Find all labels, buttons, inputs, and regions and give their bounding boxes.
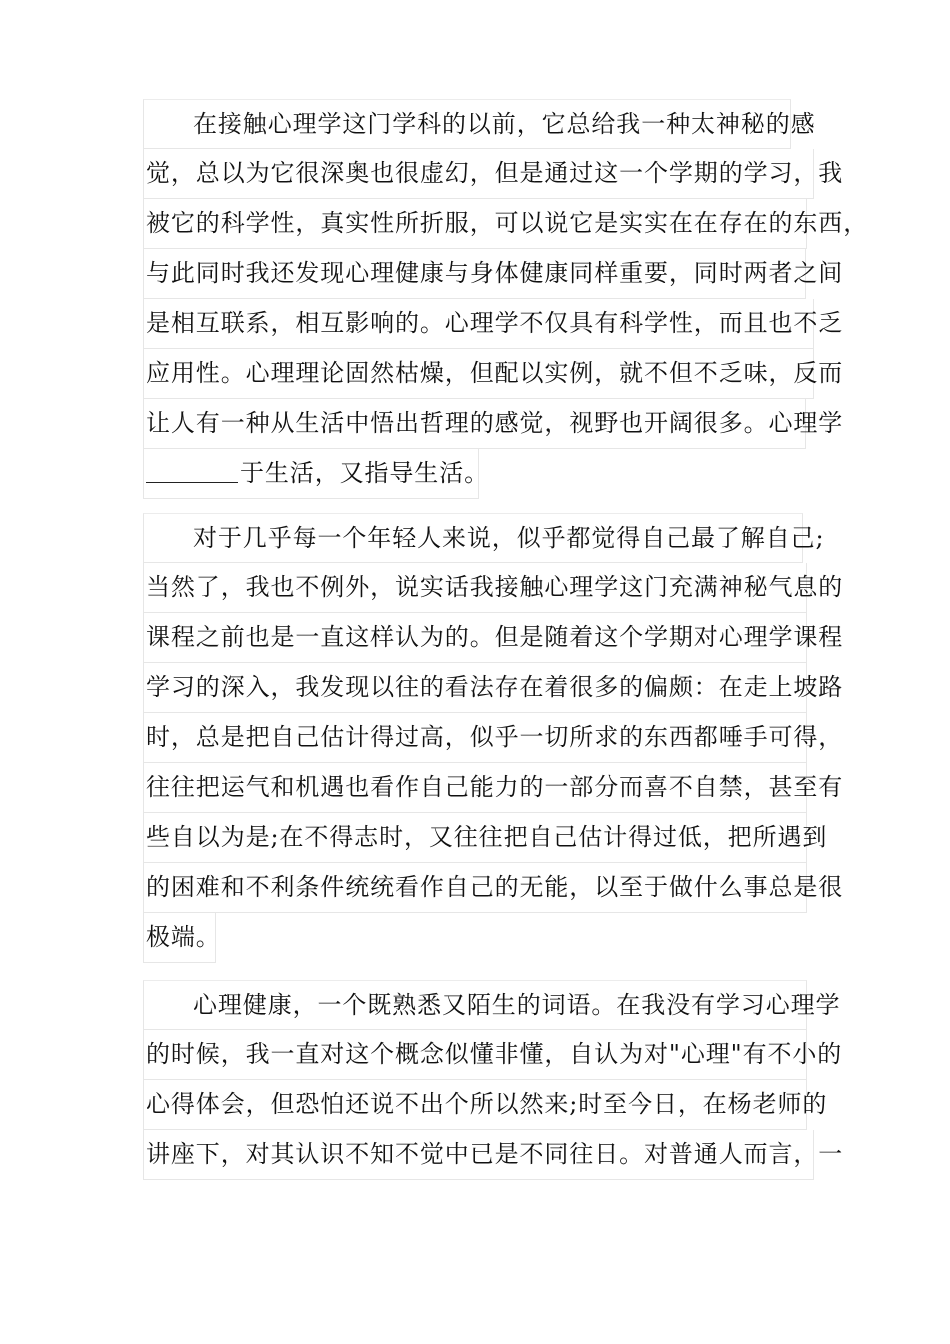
text-line: 的时候，我一直对这个概念似懂非懂，自认为对"心理"有不小的 [143,1030,807,1080]
text-line: 课程之前也是一直这样认为的。但是随着这个学期对心理学课程 [143,613,807,663]
text-line: 让人有一种从生活中悟出哲理的感觉，视野也开阔很多。心理学 [143,399,806,449]
text-line: 对于几乎每一个年轻人来说，似乎都觉得自己最了解自己; [143,513,803,563]
text-line: 些自以为是;在不得志时，又往往把自己估计得过低，把所遇到 [143,813,807,863]
text-line: 在接触心理学这门学科的以前，它总给我一种太神秘的感 [143,99,791,149]
text-line: 当然了，我也不例外，说实话我接触心理学这门充满神秘气息的 [143,563,807,613]
text-line: 心理健康，一个既熟悉又陌生的词语。在我没有学习心理学 [143,980,807,1030]
text-line: 极端。 [143,913,216,963]
text-line: 被它的科学性，真实性所折服，可以说它是实实在在存在的东西， [143,199,807,249]
fill-in-blank [146,458,238,483]
text-line: 学习的深入，我发现以往的看法存在着很多的偏颇：在走上坡路 [143,663,807,713]
text-line: 心得体会，但恐怕还说不出个所以然来;时至今日，在杨老师的 [143,1080,807,1130]
text-line: 往往把运气和机遇也看作自己能力的一部分而喜不自禁，甚至有 [143,763,807,813]
text-line: 讲座下，对其认识不知不觉中已是不同往日。对普通人而言，一 [143,1130,814,1180]
paragraph-1 [143,99,869,499]
text-line [143,449,489,499]
text-line: 觉，总以为它很深奥也很虚幻，但是通过这一个学期的学习，我 [143,149,814,199]
text-line: 的困难和不利条件统统看作自己的无能，以至于做什么事总是很 [143,863,807,913]
text-line: 是相互联系，相互影响的。心理学不仅具有科学性，而且也不乏 [143,299,814,349]
text-line: 与此同时我还发现心理健康与身体健康同样重要，同时两者之间 [143,249,806,299]
text-line: 时，总是把自己估计得过高，似乎一切所求的东西都唾手可得， [143,713,807,763]
paragraph-3 [143,980,844,1180]
text-line: 应用性。心理理论固然枯燥，但配以实例，就不但不乏味，反而 [143,349,814,399]
paragraph-2 [143,513,844,963]
text-line-fragment: 于生活，又指导生活。 [240,459,489,487]
